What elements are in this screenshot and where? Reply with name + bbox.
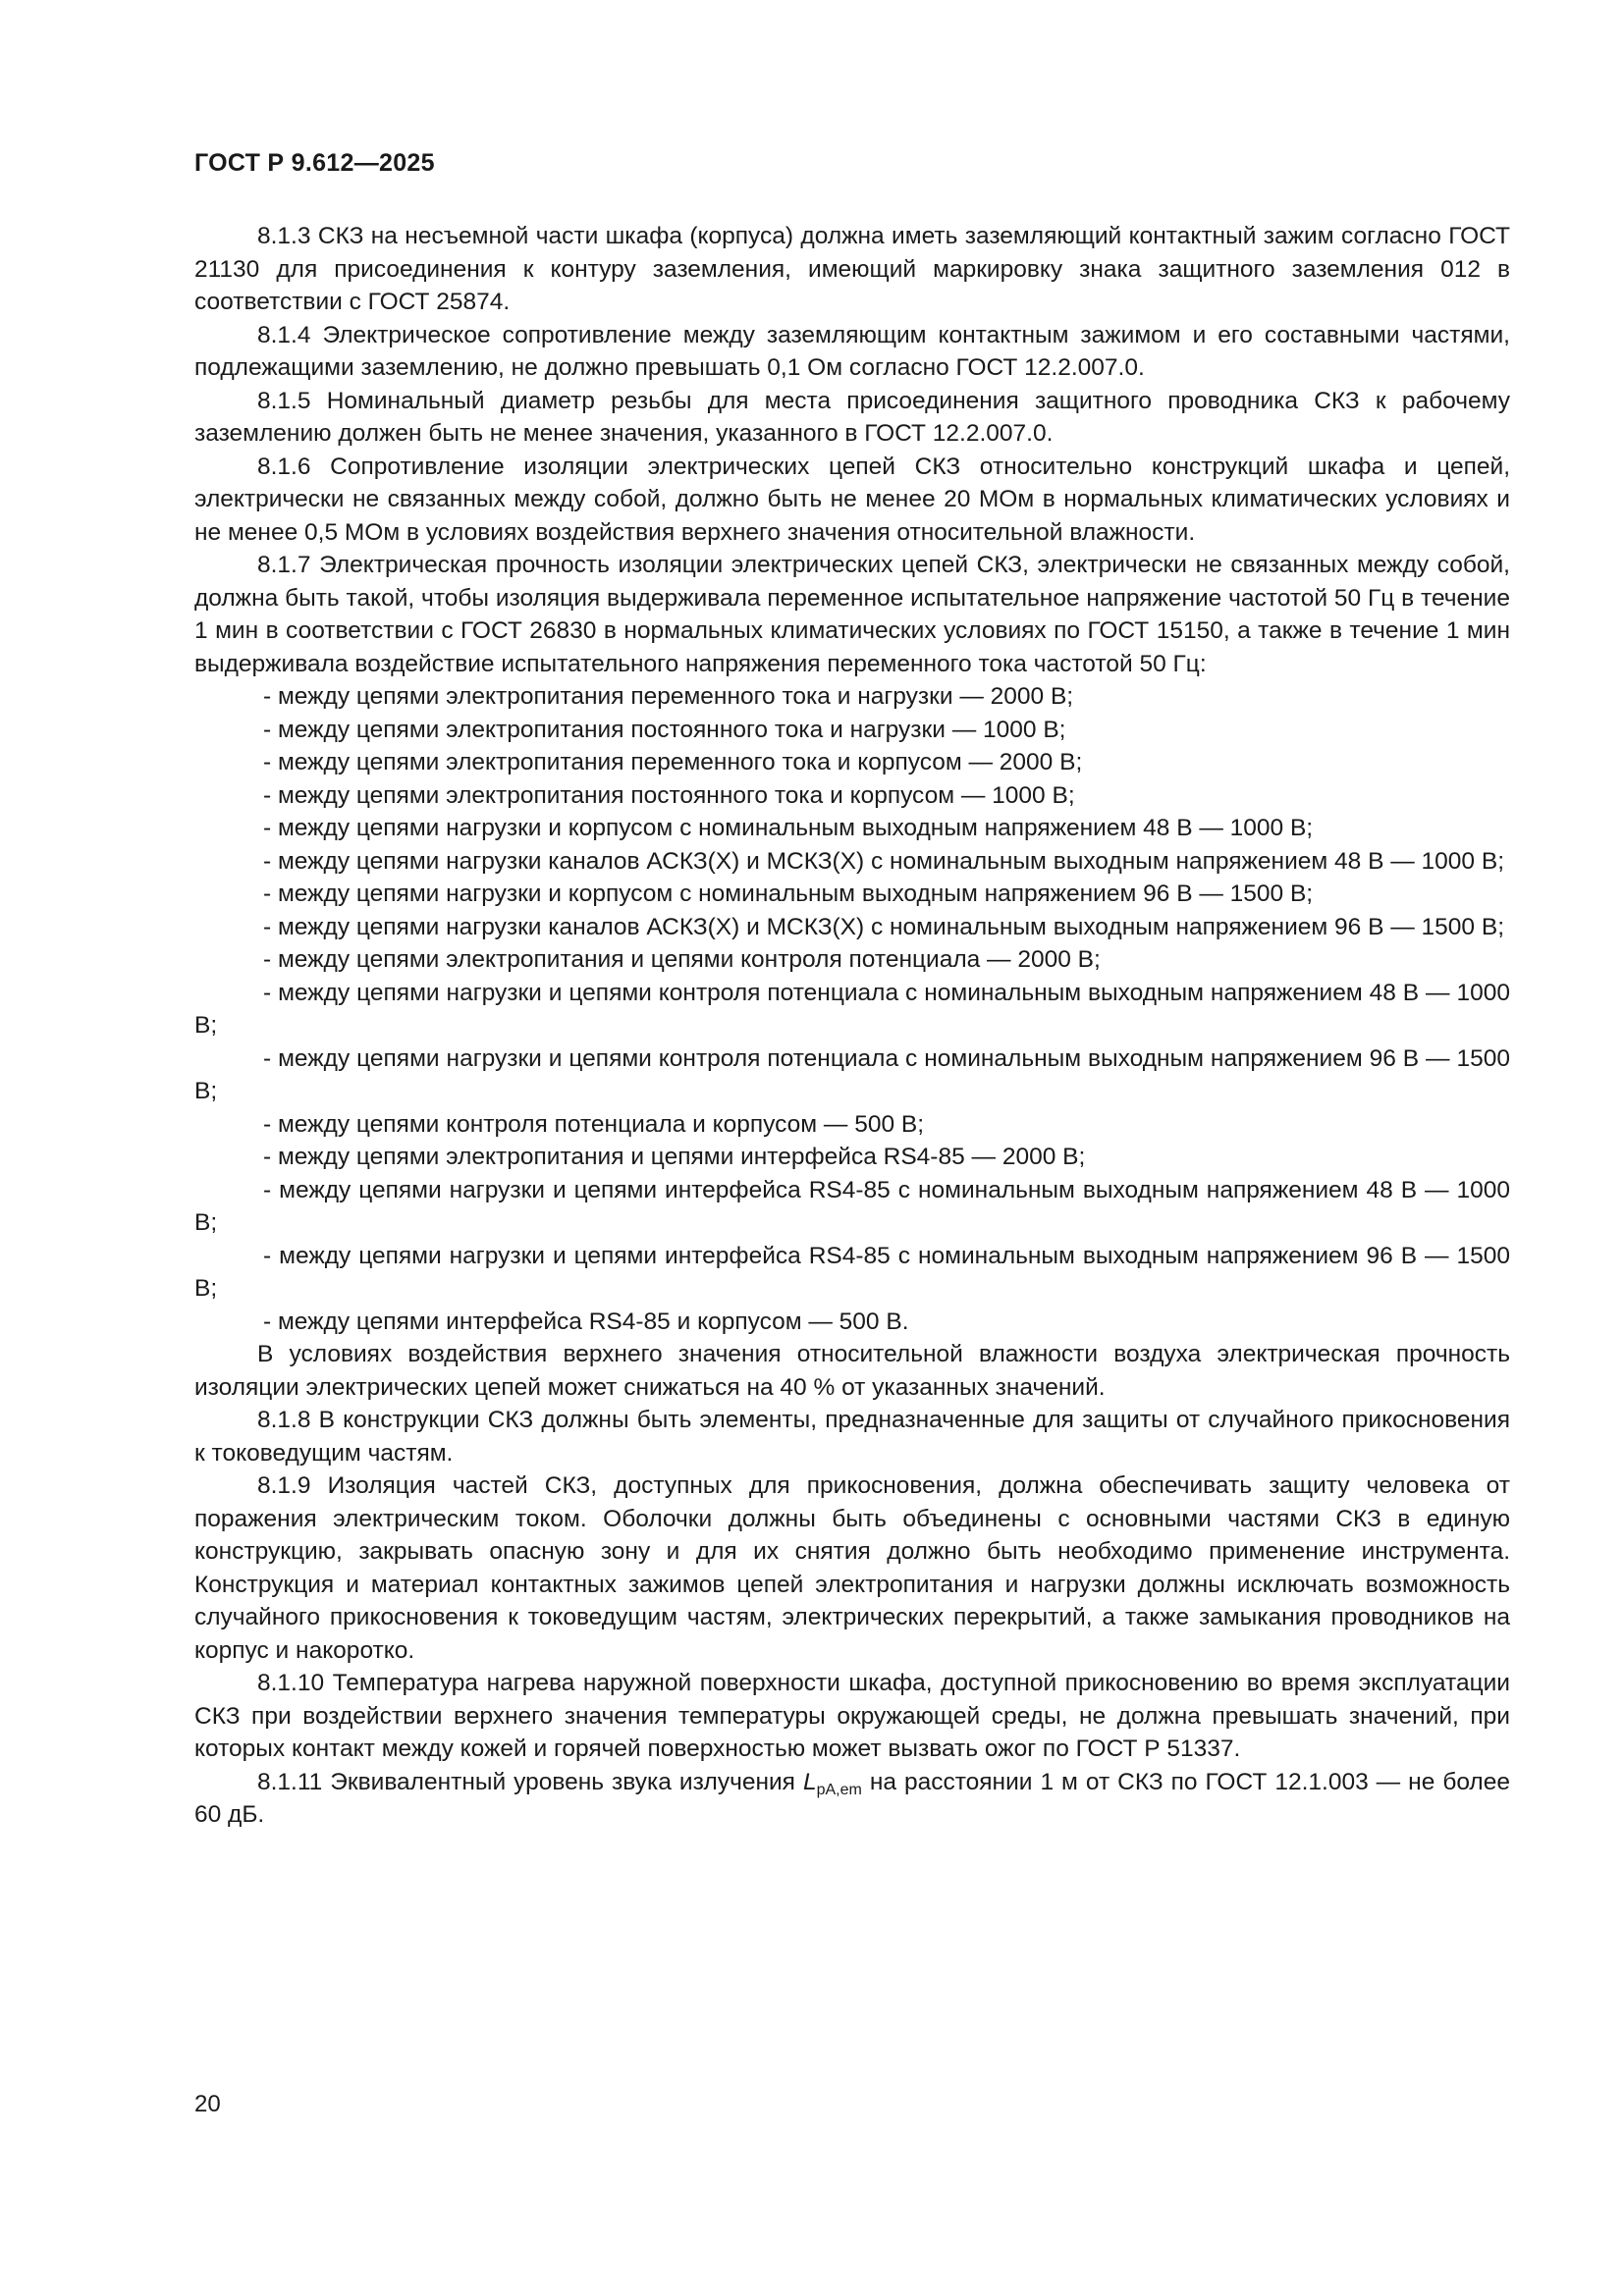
document-header: ГОСТ Р 9.612—2025 <box>194 149 435 177</box>
paragraph-8-1-5: 8.1.5 Номинальный диаметр резьбы для места присоединения защитного проводника СКЗ к рабочему заземлению должен быть не менее значения, указанного в ГОСТ 12.2.007.0. <box>194 387 1510 447</box>
list-item: - между цепями нагрузки и цепями контроля потенциала с номинальным выходным напряжением 96 В — 1500 В; <box>194 1044 1510 1104</box>
page-number: 20 <box>194 2091 221 2117</box>
list-item: - между цепями электропитания и цепями контроля потенциала — 2000 В; <box>263 946 1101 973</box>
list-item: - между цепями электропитания постоянного тока и корпусом — 1000 В; <box>263 781 1075 809</box>
list-item: - между цепями электропитания и цепями интерфейса RS4-85 — 2000 В; <box>263 1144 1086 1170</box>
list-item: - между цепями контроля потенциала и корпусом — 500 В; <box>263 1110 925 1138</box>
sound-level-subscript: pA,em <box>816 1781 862 1798</box>
list-item: - между цепями интерфейса RS4-85 и корпусом — 500 В. <box>263 1308 909 1335</box>
list-item: - между цепями электропитания переменного тока и корпусом — 2000 В; <box>263 749 1083 775</box>
sound-level-symbol: L <box>802 1768 817 1795</box>
paragraph-8-1-6: 8.1.6 Сопротивление изоляции электрических цепей СКЗ относительно конструкций шкафа и цепей, электрически не связанных между собой, должно быть не менее 20 МОм в нормальных климатических условиях и не менее 0,5 МОм в условиях воздействия верхнего значения относительной влажности. <box>194 453 1510 546</box>
list-item: - между цепями нагрузки и корпусом с номинальным выходным напряжением 96 В — 1500 В; <box>263 881 1314 907</box>
paragraph-8-1-11-end: на расстоянии 1 м от СКЗ по ГОСТ 12.1.003 — не более 60 дБ. <box>194 1768 1510 1828</box>
list-item: - между цепями нагрузки и цепями контроля потенциала с номинальным выходным напряжением 48 В — 1000 В; <box>194 979 1510 1039</box>
paragraph-8-1-10: 8.1.10 Температура нагрева наружной поверхности шкафа, доступной прикосновению во время эксплуатации СКЗ при воздействии верхнего значения температуры окружающей среды, не должна превышать значений, при которых контакт между кожей и горячей поверхностью может вызвать ожог по ГОСТ Р 51337. <box>194 1670 1510 1762</box>
list-item: - между цепями нагрузки и цепями интерфейса RS4-85 с номинальным выходным напряжением 48 В — 1000 В; <box>194 1176 1510 1236</box>
paragraph-8-1-9: 8.1.9 Изоляция частей СКЗ, доступных для прикосновения, должна обеспечивать защиту человека от поражения электрическим током. Оболочки должны быть объединены с основными частями СКЗ в единую конструкцию, закрывать опасную зону и для их снятия должно быть необходимо применение инструмента. Конструкция и материал контактных зажимов цепей электропитания и нагрузки должны исключать возможность случайного прикосновения к токоведущим частям, электрических перекрытий, а также замыкания проводников на корпус и накоротко. <box>194 1472 1510 1664</box>
list-item: - между цепями электропитания переменного тока и нагрузки — 2000 В; <box>263 683 1074 710</box>
humidity-note: В условиях воздействия верхнего значения относительной влажности воздуха электрическая прочность изоляции электрических цепей может снижаться на 40 % от указанных значений. <box>194 1341 1510 1401</box>
paragraph-8-1-11-start: 8.1.11 Эквивалентный уровень звука излучения <box>257 1768 803 1795</box>
paragraph-8-1-4: 8.1.4 Электрическое сопротивление между заземляющим контактным зажимом и его составными частями, подлежащими заземлению, не должно превышать 0,1 Ом согласно ГОСТ 12.2.007.0. <box>194 321 1510 381</box>
paragraph-8-1-8: 8.1.8 В конструкции СКЗ должны быть элементы, предназначенные для защиты от случайного прикосновения к токоведущим частям. <box>194 1407 1510 1467</box>
list-item: - между цепями электропитания постоянного тока и нагрузки — 1000 В; <box>263 716 1066 743</box>
list-item: - между цепями нагрузки каналов АСКЗ(Х) и МСКЗ(Х) с номинальным выходным напряжением 48 В — 1000 В; <box>263 847 1504 875</box>
paragraph-8-1-7: 8.1.7 Электрическая прочность изоляции электрических цепей СКЗ, электрически не связанных между собой, должна быть такой, чтобы изоляция выдерживала переменное испытательное напряжение частотой 50 Гц в течение 1 мин в соответствии с ГОСТ 26830 в нормальных климатических условиях по ГОСТ 15150, а также в течение 1 мин выдерживала воздействие испытательного напряжения переменного тока частотой 50 Гц: <box>194 552 1510 677</box>
paragraph-8-1-3: 8.1.3 СКЗ на несъемной части шкафа (корпуса) должна иметь заземляющий контактный зажим согласно ГОСТ 21130 для присоединения к контуру заземления, имеющий маркировку знака защитного заземления 012 в соответствии с ГОСТ 25874. <box>194 223 1510 315</box>
voltage-list <box>194 680 1510 1338</box>
document-body <box>194 220 1510 1832</box>
list-item: - между цепями нагрузки и корпусом с номинальным выходным напряжением 48 В — 1000 В; <box>263 815 1314 841</box>
list-item: - между цепями нагрузки каналов АСКЗ(Х) и МСКЗ(Х) с номинальным выходным напряжением 96 В — 1500 В; <box>263 913 1504 940</box>
paragraph-8-1-11 <box>194 1766 1510 1832</box>
list-item: - между цепями нагрузки и цепями интерфейса RS4-85 с номинальным выходным напряжением 96 В — 1500 В; <box>194 1242 1510 1302</box>
